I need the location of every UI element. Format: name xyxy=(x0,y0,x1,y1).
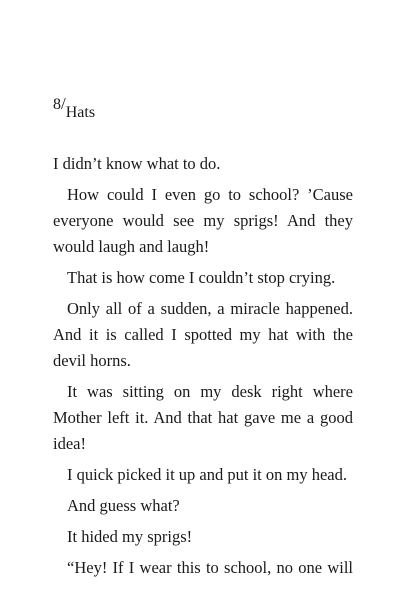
chapter-title: Hats xyxy=(65,104,96,121)
paragraph: I quick picked it up and put it on my head. xyxy=(67,465,347,484)
chapter-body xyxy=(53,151,353,586)
paragraph: Only all of a sudden, a miracle happened. And it is called I spotted my hat with the devil horns. xyxy=(53,299,353,370)
paragraph: I didn’t know what to do. xyxy=(53,154,221,173)
paragraph: “Hey! If I wear this to school, no one will xyxy=(67,558,353,577)
paragraph: How could I even go to school? ’Cause everyone would see my sprigs! And they would laugh and laugh! xyxy=(53,185,353,256)
paragraph: It hided my sprigs! xyxy=(67,527,193,546)
paragraph: It was sitting on my desk right where Mother left it. And that hat gave me a good idea! xyxy=(53,382,353,453)
paragraph: And guess what? xyxy=(67,496,180,515)
paragraph: That is how come I couldn’t stop crying. xyxy=(67,268,336,287)
chapter-number: 8 xyxy=(53,96,61,113)
chapter-slash: / xyxy=(61,94,66,113)
chapter-heading xyxy=(53,94,96,121)
